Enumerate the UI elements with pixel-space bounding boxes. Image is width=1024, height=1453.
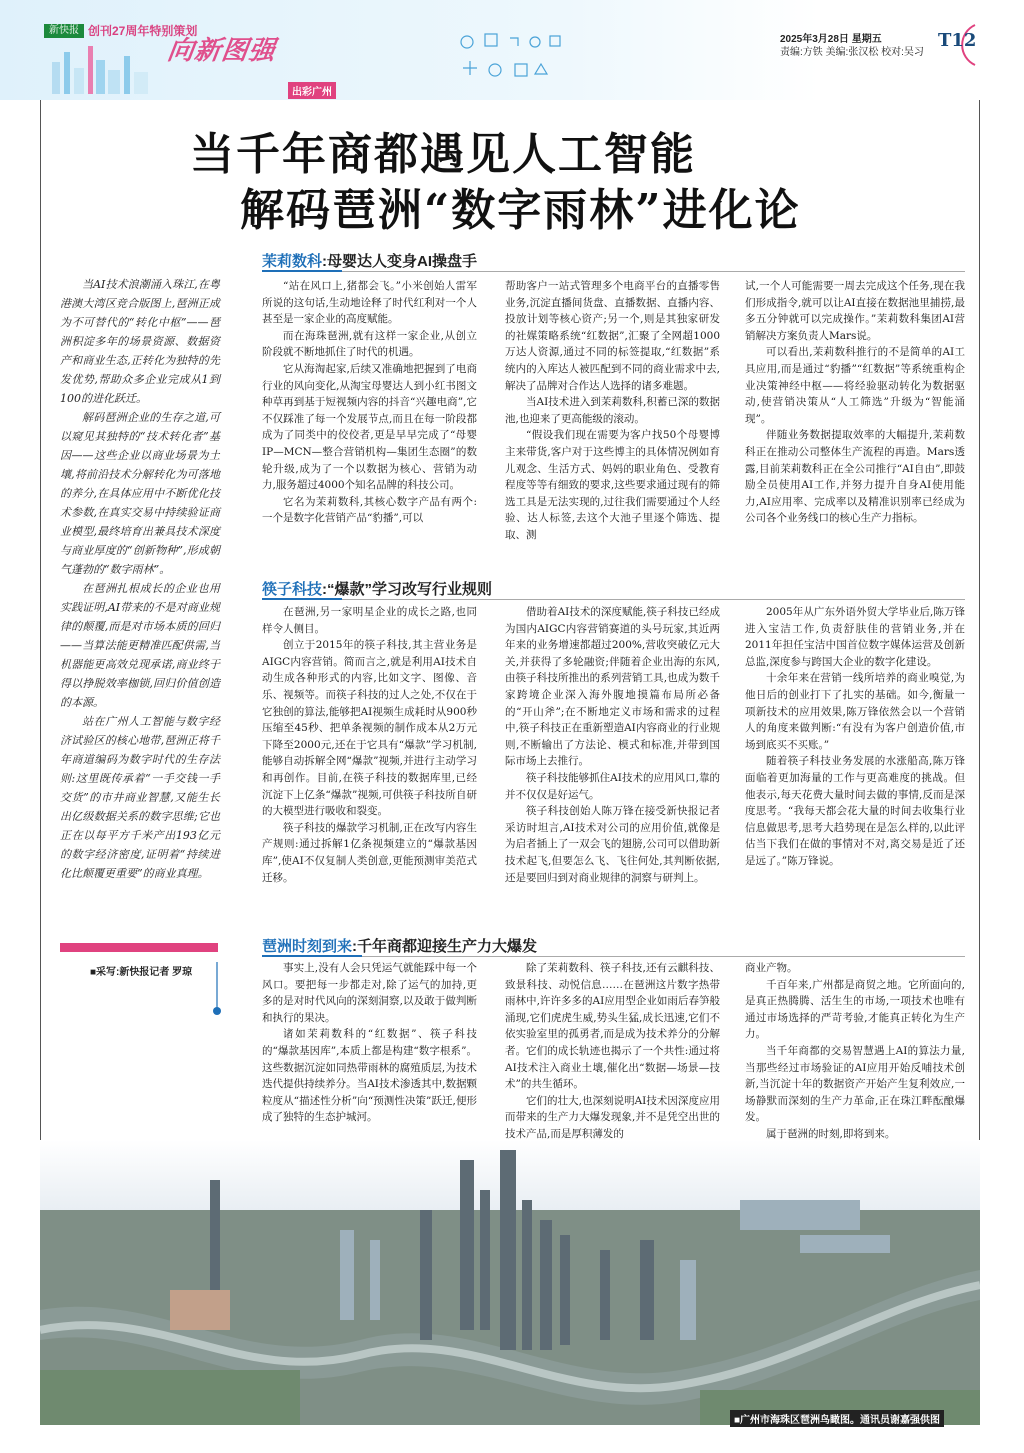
paragraph: “站在风口上,猪都会飞。”小米创始人雷军所说的这句话,生动地诠释了时代红利对一个人甚至是一家企业的高度赋能。 [262,280,477,326]
section-name: 琶洲时刻到来 [262,938,353,955]
paragraph: 试,一个人可能需要一周去完成这个任务,现在我们形成指令,就可以让AI直接在数据池里捕捞,最多五分钟就可以完成操作。”茉莉数科集团AI营销解决方案负责人Mars说。 [745,280,965,342]
section-3-col-1 [262,960,477,1126]
section-subtitle: 千年商都迎接生产力大爆发 [357,938,538,955]
region-tag: 出彩广州 [288,82,336,99]
paragraph: 属于琶洲的时刻,即将到来。 [766,1127,896,1140]
section-underline [262,598,342,600]
headline-line-1: 当千年商都遇见人工智能 [190,129,696,180]
aerial-city-photo [40,1140,980,1425]
section-rule [342,271,965,272]
reporter-credit: ■采写:新快报记者 罗琼 [90,967,193,978]
paragraph: 它名为茉莉数科,其核心数字产品有两个:一个是数字化营销产品“豹播”,可以 [262,495,477,525]
section-3-col-3 [745,960,965,1143]
section-2-col-1 [262,604,477,886]
section-underline [262,955,362,957]
section-1-col-3 [745,278,965,527]
intro-paragraph: 在琶洲扎根成长的企业也用实践证明,AI带来的不是对商业规律的颠覆,而是对市场本质的回归——当算法能更精准匹配供需,当机器能更高效兑现承诺,商业终于得以挣脱效率枷锁,回归价值创造的本源。 [60,582,220,709]
paragraph: 筷子科技能够抓住AI技术的应用风口,靠的并不仅仅是好运气。 [505,771,720,801]
issue-date: 2025年3月28日 星期五 [780,34,882,45]
intro-paragraph: 解码琶洲企业的生存之道,可以窥见其独特的“技术转化者”基因——这些企业以商业场景为土壤,将前沿技术分解转化为可落地的养分,在具体应用中不断优化技术参数,在真实交易中持续验证商业模型,最终培育出兼具技术深度与商业厚度的“创新物种”,形成朝气蓬勃的“数字雨林”。 [60,411,220,576]
paragraph: 它们的壮大,也深刻说明AI技术因深度应用而带来的生产力大爆发现象,并不是凭空出世的技术产品,而是厚积薄发的 [505,1094,720,1140]
paragraph: 伴随业务数据提取效率的大幅提升,茉莉数科正在推动公司整体生产流程的再造。Mars透露,目前茉莉数科正在全公司推行“AI自由”,即鼓励全员使用AI工作,并努力提升自身AI使用能力,AI应用率、完成率以及精准识别率已经成为公司各个业务线口的核心生产力指标。 [745,429,965,525]
paragraph: 除了茉莉数科、筷子科技,还有云麒科技、致景科技、动悦信息……在琶洲这片数字热带雨林中,许许多多的AI应用型企业如雨后春笋般涌现,它们虎虎生威,势头生猛,成长迅速,它们不依实验室里的孤勇者,而是成为技术养分的分解者。它们的成长轨迹也揭示了一个共性:通过将AI技术注入商业土壤,催化出“数据—场景—技术”的共生循环。 [505,962,720,1091]
section-rule [362,956,965,957]
paragraph: 当千年商都的交易智慧遇上AI的算法力量,当那些经过市场验证的AI应用开始反哺技术创新,当沉淀十年的数据资产开始产生复利效应,一场静默而深刻的生产力革命,正在珠江畔酝酿爆发。 [745,1044,965,1124]
section-heading-2: 筷子科技:“爆款”学习改写行业规则 [262,581,493,598]
paper-logo: 新快报 [44,24,84,38]
paragraph: 帮助客户一站式管理多个电商平台的直播零售业务,沉淀直播间货盘、直播数据、直播内容、投放计划等核心资产;另一个,则是其独家研发的社媒策略系统“红数据”,汇聚了全网超1000万达人资源,通过不同的标签提取,“红数据”系统内的入库达人被匹配到不同的商业需求中去,解决了品牌对合作达人选择的诸多难题。 [505,280,720,392]
paragraph: 千百年来,广州都是商贸之地。它所面向的,是真正热腾腾、活生生的市场,一项技术也唯有通过市场选择的严苛考验,才能真正转化为生产力。 [745,978,965,1041]
headline-line-2: 解码琶洲“数字雨林”进化论 [240,185,801,236]
tech-icons-illustration [455,28,565,88]
paragraph: “假设我们现在需要为客户找50个母婴博主来带货,客户对于这些博主的具体情况例如育儿观念、生活方式、妈妈的职业角色、受教育程度等等有细致的要求,这些要求通过现有的筛选工具是无法实现的,过往我们需要通过个人经验、达人标签,去这个大池子里逐个筛选、提取、测 [505,429,720,541]
paragraph: 创立于2015年的筷子科技,其主营业务是AIGC内容营销。简而言之,就是利用AI技术自动生成各种形式的内容,比如文字、图像、音乐、视频等。而筷子科技的过人之处,不仅在于它独创的算法,能够把AI视频生成耗时从900秒压缩至45秒、把单条视频的制作成本从2万元下降至2000元,还在于它具有“爆款”学习机制,能够自动拆解全网“爆款”视频,并进行主动学习和再创作。目前,在筷子科技的数据库里,已经沉淀下上亿条“爆款”视频,可供筷子科技所自研的大模型进行吸收和裂变。 [262,639,477,818]
section-1-col-1 [262,278,477,527]
section-subtitle: “爆款”学习改写行业规则 [327,581,493,598]
section-1-col-2 [505,278,720,544]
editors-credit: 责编:方铁 美编:张汉松 校对:吴习 [780,47,924,58]
paragraph: 而在海珠琶洲,就有这样一家企业,从创立阶段就不断地抓住了时代的机遇。 [262,329,477,359]
section-2-col-2 [505,604,720,886]
paragraph: 筷子科技创始人陈万锋在接受新快报记者采访时坦言,AI技术对公司的应用价值,就像是为启者插上了一双会飞的翅膀,公司可以借助新技术起飞,但要怎么飞、飞往何处,其判断依据,还是要回归到对商业规律的洞察与研判上。 [505,805,720,884]
intro-column [60,275,220,883]
section-2-col-3 [745,604,965,870]
intro-divider-bar [60,943,218,952]
paragraph: 事实上,没有人会只凭运气就能踩中每一个风口。要把每一步都走对,除了运气的加持,更多的是对时代风向的深刻洞察,以及敢于做判断和执行的果决。 [262,962,477,1024]
paragraph: 诸如茉莉数科的“红数据”、筷子科技的“爆款基因库”,本质上都是构建“数字根系”。这些数据沉淀如同热带雨林的腐殖质层,为技术迭代提供持续养分。当AI技术渗透其中,数据颗粒度从“描述性分析”向“预测性决策”跃迁,便形成了独特的生态护城河。 [262,1028,477,1124]
section-rule [342,599,965,600]
decor-line-icon [210,962,224,1017]
section-underline [262,270,342,272]
paragraph: 在琶洲,另一家明星企业的成长之路,也同样令人侧目。 [262,606,477,635]
paragraph: 借助着AI技术的深度赋能,筷子科技已经成为国内AIGC内容营销赛道的头号玩家,其近两年来的业务增速都超过200%,营收突破亿元大关,并获得了多轮融资;伴随着企业出海的东风,由筷子科技所推出的系列营销工具,也成为数千家跨境企业深入海外腹地摸篇布局所必备的“开山斧”;在不断地定义市场和需求的过程中,筷子科技正在重新塑造AI内容商业的行业规则,不断输出了方法论、模式和标准,并带到国际市场上去推行。 [505,606,720,768]
photo-caption: ■广州市海珠区琶洲鸟瞰图。通讯员谢嘉强供图 [730,1410,944,1427]
paragraph: 它从海淘起家,后续又准确地把握到了电商行业的风向变化,从淘宝母婴达人到小红书图文种草再到基于短视频内容的抖音“兴趣电商”,它不仅踩准了每一个发展节点,而且在每一阶段都成为了同类中的佼佼者,更是早早完成了“母婴IP—MCN—整合营销机构—集团生态圈”的数轮升级,成为了一个以数据为核心、营销为动力,服务超过4000个知名品牌的科技公司。 [262,362,477,492]
section-name: 筷子科技 [262,581,323,598]
intro-paragraph: 当AI技术浪潮涌入珠江,在粤港澳大湾区竞合版图上,琶洲正成为不可替代的“转化中枢”——琶洲积淀多年的场景资源、数据资产和商业生态,正转化为独特的先发优势,帮助众多企业完成从1到100的进化跃迁。 [60,278,220,405]
paragraph: 2005年从广东外语外贸大学毕业后,陈万锋进入宝洁工作,负责舒肤佳的营销业务,并在2011年担任宝洁中国首位数字媒体运营及创新总监,深度参与跨国大企业的数字化建设。 [745,606,965,668]
section-subtitle: 母婴达人变身AI操盘手 [327,253,478,270]
section-heading-1: 茉莉数科:母婴达人变身AI操盘手 [262,253,478,270]
paragraph: 筷子科技的爆款学习机制,正在改写内容生产规则:通过拆解1亿条视频建立的“爆款基因库”,使AI不仅复制人类创意,更能预测审美范式迁移。 [262,821,477,884]
section-name: 茉莉数科 [262,253,323,270]
intro-paragraph: 站在广州人工智能与数字经济试验区的核心地带,琶洲正将千年商道编码为数字时代的生存法则:这里既传承着“一手交钱一手交货”的市井商业智慧,又能生长出亿级数据关系的数字思维;它也正在以每平方千米产出193亿元的数字经济密度,证明着“持续进化比颠覆更重要”的商业真理。 [60,715,220,880]
page-number: T12 [938,30,977,51]
skyline-illustration [44,42,164,94]
column-badge: 向新图强 [165,35,278,65]
paragraph: 商业产物。 [745,962,798,974]
special-plan-label: 创刊27周年特别策划 [88,24,198,38]
paragraph: 随着筷子科技业务发展的水涨船高,陈万锋面临着更加海量的工作与更高难度的挑战。但他表示,每天花费大量时间去做的事情,反而是深度思考。“我每天都会花大量的时间去收集行业信息做思考,思考大趋势现在是怎么样的,以此评估当下我们在做的事情对不对,离交易是近了还是远了。”陈万锋说。 [745,755,965,867]
section-heading-3: 琶洲时刻到来:千年商都迎接生产力大爆发 [262,938,538,955]
section-3-col-2 [505,960,720,1143]
paragraph: 可以看出,茉莉数科推行的不是简单的AI工具应用,而是通过“豹播”“红数据”等系统重构企业决策神经中枢——将经验驱动转化为数据驱动,使营销决策从“人工筛选”升级为“智能涌现”。 [745,346,965,425]
paragraph: 当AI技术进入到茉莉数科,积蓄已深的数据池,也迎来了更高能级的滚动。 [505,396,720,425]
paragraph: 十余年来在营销一线所培养的商业嗅觉,为他日后的创业打下了扎实的基础。如今,衡量一项新技术的应用效果,陈万锋依然会以一个营销人的角度来做判断:“有没有为客户创造价值,市场到底买不买账。” [745,672,965,751]
